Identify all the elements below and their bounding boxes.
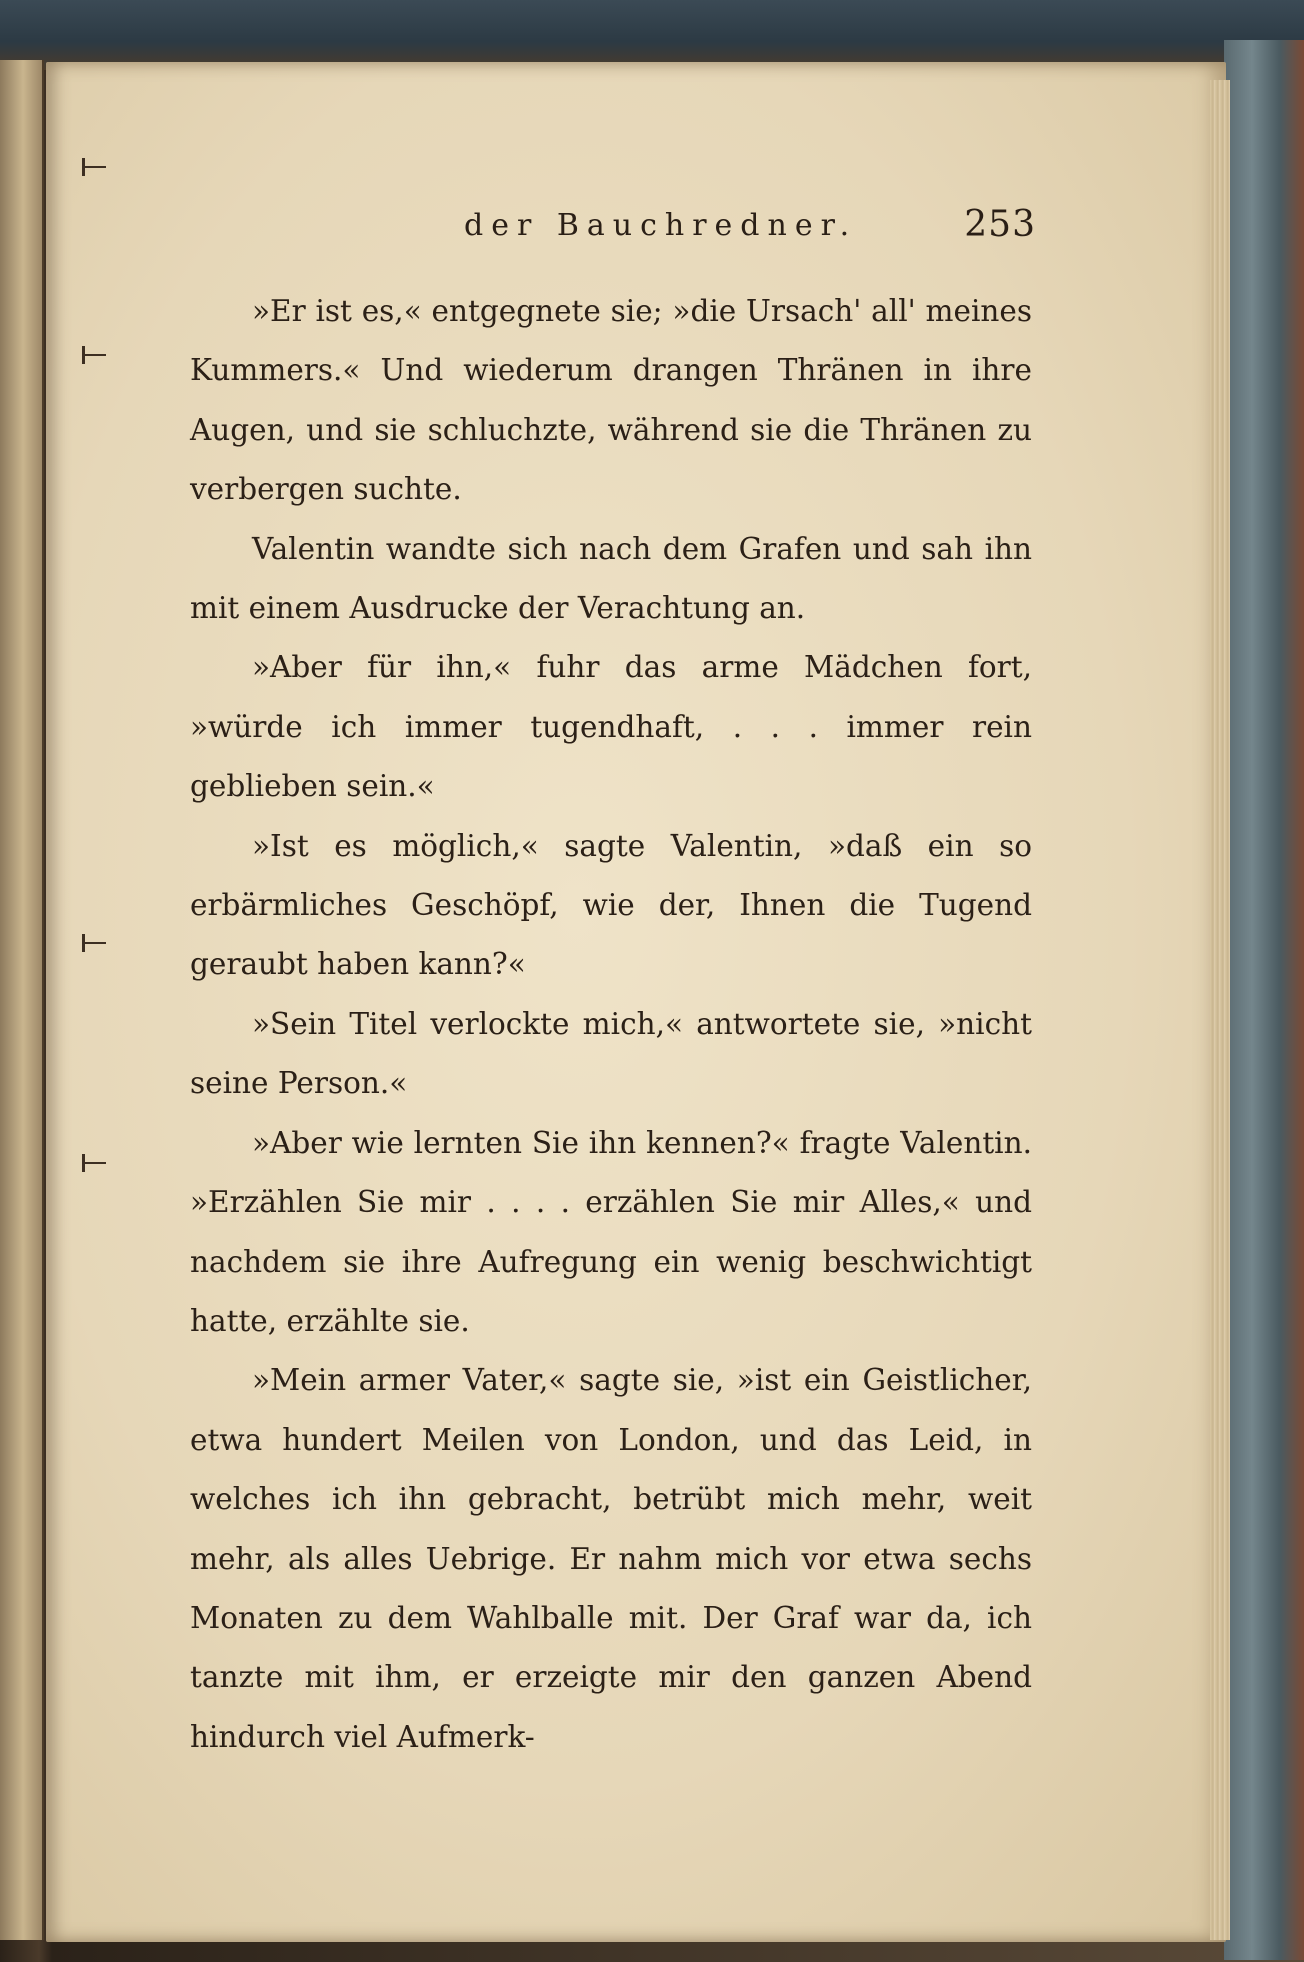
paragraph: »Sein Titel verlockte mich,« antwortete sie, »nicht seine Person.« xyxy=(190,1006,1032,1101)
paragraph: Valentin wandte sich nach dem Grafen und sah ihn mit einem Ausdrucke der Verachtung an. xyxy=(190,531,1032,626)
facing-page-edge xyxy=(0,60,44,1940)
paragraph: »Aber für ihn,« fuhr das arme Mädchen fort, »würde ich immer tugendhaft, . . . immer rein geblieben sein.« xyxy=(190,650,1032,804)
page-block-edge xyxy=(1210,80,1230,1940)
paragraph: »Aber wie lernten Sie ihn kennen?« fragte Valentin. »Erzählen Sie mir . . . . erzählen Sie mir Alles,« und nachdem sie ihre Aufregung ein wenig beschwichtigt hatte, erzählte sie. xyxy=(190,1125,1032,1338)
paragraph: »Er ist es,« entgegnete sie; »die Ursach' all' meines Kummers.« Und wiederum drangen Thränen in ihre Augen, und sie schluchzte, während sie die Thränen zu verbergen suchte. xyxy=(190,294,1032,507)
body-text xyxy=(190,282,1032,1767)
margin-mark xyxy=(82,354,106,356)
book-cover-right xyxy=(1224,40,1304,1960)
paragraph: »Ist es möglich,« sagte Valentin, »daß ein so erbärmliches Geschöpf, wie der, Ihnen die Tugend geraubt haben kann?« xyxy=(190,828,1032,982)
paragraph: »Mein armer Vater,« sagte sie, »ist ein Geistlicher, etwa hundert Meilen von London, und das Leid, in welches ich ihn gebracht, betrübt mich mehr, weit mehr, als alles Uebrige. Er nahm mich vor etwa sechs Monaten zu dem Wahlballe mit. Der Graf war da, ich tanzte mit ihm, er erzeigte mir den ganzen Abend hindurch viel Aufmerk- xyxy=(190,1363,1032,1754)
book-cover-top xyxy=(0,0,1304,70)
margin-mark xyxy=(82,942,106,944)
margin-mark xyxy=(82,1162,106,1164)
page-header xyxy=(416,204,1036,254)
running-title: der Bauchredner. xyxy=(464,208,858,243)
page-number: 253 xyxy=(964,204,1036,245)
margin-mark xyxy=(82,166,106,168)
